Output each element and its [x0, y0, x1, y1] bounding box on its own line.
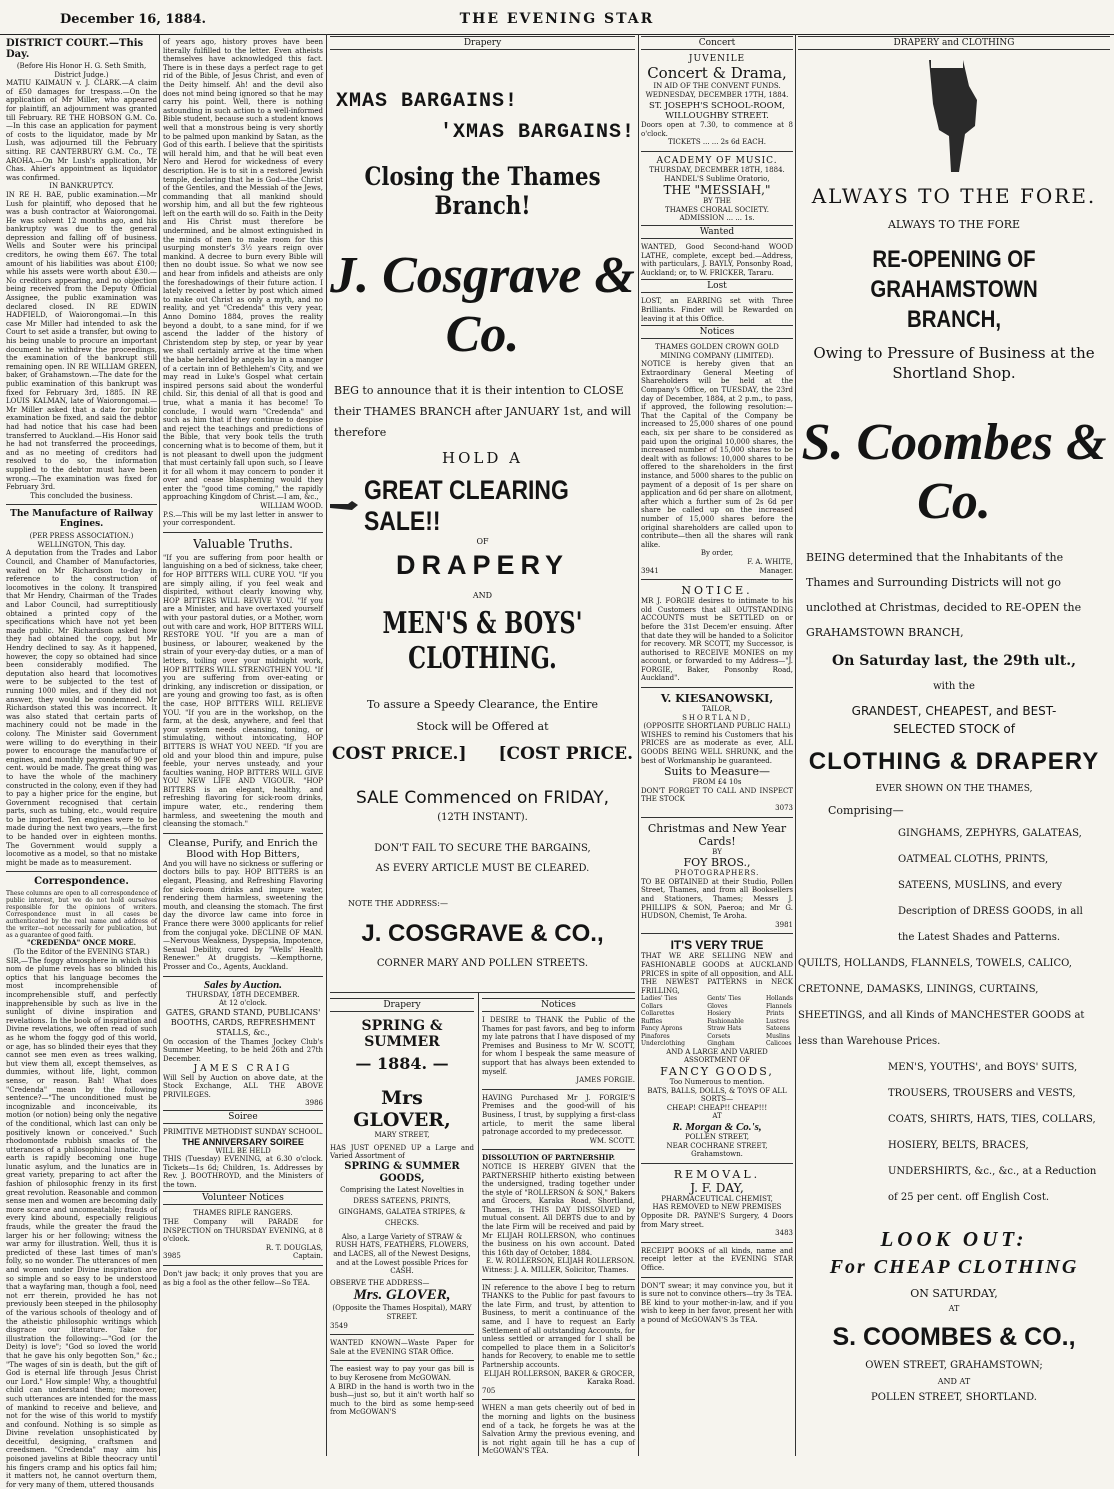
- divider: [641, 687, 793, 688]
- goods-table-cell: Pinafores: [641, 1032, 670, 1040]
- with-the: with the: [933, 681, 975, 692]
- cost-price-right: [COST PRICE.: [498, 744, 633, 764]
- goods-table-cell: Flannels: [765, 1002, 792, 1010]
- railway-title: The Manufacture of Railway Engines.: [10, 509, 153, 530]
- column-rule: [795, 34, 796, 1456]
- divider: [641, 933, 793, 934]
- suits-price: FROM £4 10s: [692, 778, 742, 787]
- gold-mining-by: By order,: [700, 549, 734, 558]
- divider: [163, 532, 323, 533]
- at-label: AT: [712, 1112, 722, 1121]
- handel: HANDEL'S Sublime Oratorio,: [664, 174, 770, 183]
- goods-table: [641, 995, 793, 1048]
- auction-body: On occasion of the Thames Jockey Club's Summer Meeting, to be held 26th and 27th December.: [163, 1037, 323, 1063]
- cleanse-body: And you will have no sickness or suffering or doctors bills to pay. HOP BITTERS is an elegant, Pleasing, and Refreshing Flavoring for sick-room drinks and impure water, rendering them harmless, sweetening the mouth, and cleansing the stomach. The first day the divorce law came into force in France there were 3000 applicants for relief from the conjugal yoke. DECLINE OF MAN.—Nervous Weakness, Dyspepsia, Impotence, Sexual Debility, cured by "Wells' Health Renewer." At druggists. —Kempthorne, Prosser and Co., Agents, Auckland.: [163, 859, 323, 971]
- column-5: [798, 34, 1110, 1456]
- goods-table-cell: Gents' Ties: [707, 995, 741, 1003]
- railway-body: A deputation from the Trades and Labor Council, and Chamber of Manufactories, waited on Mr Richardson to-day in reference to the construction of locomotives in the colony. It transpired that Mr Hendry, Chairman of the Trades and Labor Council, had surreptitiously obtained a printed copy of the specifications which have not yet been made public. Mr Richardson asked how they had obtained the copy, but Mr Hendry declined to say. As it happened, however, the copy so obtained had since been considerably modified. The deputation also heard that locomotives were to be subjected to the test of running 1000 miles, and if they did not answer, they would be condemned. Mr Richardson stated this was incorrect. It was also stated that certain parts of machinery could not be made in the colony. The Minister said Government were willing to do everything in their power to encourage the manufacture of engines, and monthly payments of 90 per cent. would be made. The great thing was to have the whole of the machinery constructed in the colony, even if they had to pay a higher price for the engine, but Government recognised that certain parts, such as tubing, etc., would require to be imported. Ten engines were to be made during the next two years,—the first to be handed over in eighteen months. The Government would supply a locomotive as a model, so that no mistake might be made as to measurement.: [6, 549, 157, 867]
- mens-suits: MEN'S, YOUTHS', and BOYS' SUITS, TROUSERS, TROUSERS and VESTS, COATS, SHIRTS, HATS, TIES, COLLARS, HOSIERY, BELTS, BRACES, UNDERSHIRTS, &c., &c., at a Reduction of 25 per cent. off English Cost.: [888, 1062, 1097, 1203]
- letter-body: of years ago, history proves have been literally fulfilled to the letter. Even atheists themselves have acknowledged this fact. There is in these days a perfect rage to get rid of the Bible, of Jesus Christ, and even of the Deity himself. Ah! and the devil also does not mind being ignored so that he may carry his point. Well, there is nothing astounding in such action to a well-informed Bible student, because such a student knows well that a monstrous being is very shortly to be palmed upon mankind by Satan, as the God of this earth. I believe that the spiritists will herald him, and that he will beat even Nero and Herod for wickedness of every description. He is to sit in a restored Jewish temple, declaring that he is God—the Christ of the Gentiles, and the Messiah of the Jews, commanding that all mankind should worship him, and all but the few righteous left on the earth will do so. Faith in the Deity and His Christ must therefore be undermined, and be almost extinguished in the minds of men to make room for this usurping monster's 3½ years reign over mankind. A decree to burn every Bible will then no doubt issue. So what we now see and hear from infidels and atheists are only the foreshadowings of their future action. I lately received a letter by post which aimed to make out Christ as only a myth, and no reality, and yet "Credenda" this very year, Anno Domino 1884, proves the reality beyond a doubt, to a sane mind, for if we ascend the ladder of the history of Christendom step by step, or year by year we shall certainly arrive at the time when the babe heralded by angels lay in a manger of a certain inn of Bethlehem's City, and we may read in Luke's Gospel what certain inspired persons said about the wonderful child. Sir, this denial of all that is good and true, what a mania it has become! To conclude, I would warn "Credenda" and such as him that if they continue to despise and reject the teachings and predictions of the Bible, that very book tells the truth concerning what is to become of them, but it is not pleasant to dwell upon the judgment that must certainly fall upon such, so I leave it for all whom it may concern to ponder it over and cease blaspheming would they enter the "good time coming," the rapidly approaching Kingdom of Christ.—I am, &c.,: [163, 38, 323, 502]
- glover-number: 3549: [330, 1321, 348, 1330]
- photographers: PHOTOGRAPHERS.: [674, 869, 760, 878]
- foy-number: 3981: [775, 920, 793, 929]
- morgan-name: R. Morgan & Co.'s,: [672, 1120, 762, 1133]
- closure-announcement: BEG to announce that it is their intention to CLOSE their THAMES BRANCH after JANUARY 1st, and will therefore: [334, 384, 632, 439]
- letter-ps: P.S.—This will be my last letter in answer to your correspondent.: [163, 510, 323, 528]
- dissolution-signature: E. W. ROLLERSON, ELIJAH ROLLERSON.: [485, 1257, 635, 1266]
- auctioneer-name: JAMES CRAIG: [193, 1063, 293, 1074]
- column-rule: [638, 34, 639, 1456]
- note-address: NOTE THE ADDRESS:—: [348, 899, 448, 908]
- drapery-subheader: Drapery: [330, 998, 474, 1012]
- divider: [163, 1265, 323, 1266]
- goods-table-column: [707, 995, 744, 1048]
- issue-date: December 16, 1884.: [60, 12, 207, 27]
- kerosene-filler: The easiest way to pay your gas bill is to buy Kerosene from McGOWAN.: [330, 1365, 474, 1382]
- glover-observe: OBSERVE THE ADDRESS—: [330, 1278, 430, 1287]
- notices-header: Notices: [641, 325, 793, 339]
- column-rule: [159, 34, 160, 1456]
- goods-table-cell: Fancy Aprons: [641, 1025, 683, 1033]
- soiree-title: THE ANNIVERSARY SOIREE: [182, 1136, 304, 1147]
- divider: [641, 817, 793, 818]
- look-out: LOOK OUT:: [880, 1227, 1028, 1251]
- kiesanowski-name: V. KIESANOWSKI,: [660, 692, 774, 706]
- valuable-truths-title: Valuable Truths.: [193, 536, 293, 551]
- court-body: MATIU KAIMAUN v. J. CLARK.—A claim of £50 damages for trespass.—On the application of Mr Miller, who appeared for plaintiff, an adjournment was granted till February. RE THE HOBSON G.M. Co.—In this case an application for payment of costs to the liquidator, made by Mr Lush, was adjourned till the February sitting. RE CANTERBURY G.M. Co., TE AROHA.—On Mr Lush's application, Mr Chas. Ahier's appointment as liquidator was confirmed.: [6, 79, 157, 182]
- morgan-near: NEAR COCHRANE STREET, Grahamstown.: [666, 1141, 768, 1159]
- goods-table-cell: Hosiery: [707, 1010, 731, 1018]
- concert-date: WEDNESDAY, DECEMBER 17TH, 1884.: [645, 90, 789, 99]
- glover-opposite: (Opposite the Thames Hospital), MARY STREET.: [332, 1304, 472, 1321]
- volunteer-header: Volunteer Notices: [163, 1191, 323, 1205]
- glover-name: Mrs GLOVER,: [353, 1087, 451, 1131]
- and-at: AND AT: [937, 1377, 971, 1386]
- column-3: [330, 34, 635, 1456]
- hold-a: HOLD A: [442, 449, 523, 467]
- soiree-will: WILL BE HELD: [215, 1146, 271, 1155]
- reopening-title: RE-OPENING OF GRAHAMSTOWN BRANCH,: [870, 246, 1038, 333]
- volunteer-signature: R. T. DOUGLAS,: [265, 1243, 323, 1252]
- notice-title: NOTICE.: [681, 584, 753, 598]
- court-end: This concluded the business.: [30, 491, 133, 500]
- bats-balls: BATS, BALLS, DOLLS, & TOYS OF ALL SORTS—: [647, 1086, 787, 1104]
- swear-filler: DON'T swear; it may convince you, but it is sure not to convince others—try 3s TEA.: [641, 1281, 793, 1299]
- concert-header: Concert: [641, 36, 793, 50]
- juvenile: JUVENILE: [688, 54, 746, 64]
- very-true-body: THAT WE ARE SELLING NEW and FASHIONABLE GOODS at AUCKLAND PRICES in spite of all opposition, and ALL THE NEWEST PATTERNS in NECK FRILLING,: [641, 952, 793, 995]
- column-rule: [326, 34, 327, 1456]
- clearance-note: To assure a Speedy Clearance, the Entire Stock will be Offered at: [366, 698, 599, 733]
- valuable-truths-body: "If you are suffering from poor health or languishing on a bed of sickness, take cheer, for HOP BITTERS WILL CURE YOU. "If you are simply ailing, if you feel weak and dispirited, without clearly knowing why, HOP BITTERS WILL REVIVE YOU. "If you are a Minister, and have overtaxed yourself with your pastoral duties, or a Mother, worn out with care and work, HOP BITTERS WILL RESTORE YOU. "If you are a man of business, or labourer, weakened by the strain of your every-day duties, or a man of letters, toiling over your midnight work, HOP BITTERS WILL STRENGTHEN YOU. "If you are suffering from over-eating or drinking, any indiscretion or dissipation, or are young and growing too fast, as is often the case, HOP BITTERS WILL RELIEVE YOU. "If you are in the workshop, on the farm, at the desk, anywhere, and feel that your system needs cleansing, toning, or stimulating, without intoxicating, HOP BITTERS IS WHAT YOU NEED. "If you are old and your blood thin and impure, pulse feeble, your nerves unsteady, and your faculties waning, HOP BITTERS WILL GIVE YOU NEW LIFE AND VIGOUR. "HOP BITTERS is an elegant, healthy, and refreshing flavoring for sick-room drinks, impure water, etc., rendering them harmless, and sweetening the mouth and cleansing the stomach.": [163, 553, 323, 829]
- concert-venue: ST. JOSEPH'S SCHOOL-ROOM, WILLOUGHBY STREET.: [649, 101, 785, 122]
- volunteer-number: 3985: [163, 1252, 181, 1261]
- volunteer-rank: Captain.: [293, 1252, 323, 1261]
- railway-press: (PER PRESS ASSOCIATION.): [29, 532, 134, 541]
- comprising: Comprising—: [828, 804, 904, 817]
- academy-title: ACADEMY OF MUSIC.: [656, 155, 778, 166]
- tea-filler: Don't jaw back; it only proves that you are as big a fool as the other fellow—So TEA.: [163, 1270, 323, 1287]
- lost-header: Lost: [641, 279, 793, 293]
- divider: [163, 833, 323, 834]
- mens-boys-clothing: MEN'S & BOYS' CLOTHING.: [382, 606, 583, 676]
- divider: [6, 871, 157, 872]
- of-label: OF: [476, 537, 489, 546]
- year-1884: — 1884. —: [355, 1054, 449, 1073]
- manchester-goods: QUILTS, HOLLANDS, FLANNELS, TOWELS, CALICO, CRETONNE, DAMASKS, LININGS, CURTAINS, SHEETINGS, and all Kinds of MANCHESTER GOODS at less than Warehouse Prices.: [798, 958, 1085, 1047]
- cosgrave-firm: J. COSGRAVE & CO.,: [361, 920, 604, 947]
- owen-street: OWEN STREET, GRAHAMSTOWN;: [865, 1360, 1043, 1371]
- glover-street: MARY STREET,: [374, 1131, 430, 1139]
- always-fore-small: ALWAYS TO THE FORE: [887, 218, 1021, 231]
- credenda-body: SIR,—The foggy atmosphere in which this nom de plume revels has so blinded his optics that his language becomes the most incomprehensible of incomprehensible stuff, and perfectly inapprehensible by such as live in the sunlight of divine inspiration and revelations. In the book of inspiration and Divine revelations, we often read of such as he whom the foggy god of this world, or age, has so blinded their eyes that they cannot see men even as trees walking, but view them all, except themselves, as dummies, without life, light, common sense, or reason. Bah! What does "Credenda" mean by the following sentence?—"The unconditioned must be incognizable and inconceivable, its motion (or notion) being only the negative of the conditional, which last can only be positively known or conceived." Such rhodomontade rubbish smacks of the utterances of a philosophical lunatic. The earth is rapidly becoming one huge lunatic asylum, and the lunatics are in great variety, preparing to act after the fashion of philosophic frenzy in its first great revolution. Reasonable and common sense men and women are becoming daily more scarce and uncomeatable; frauds of every kind abound, especially religious frauds, while the greater the fraud the larger his or her following; witness the war army for illustration. Well, thus it is predicted of these last times of man's folly, so no wonder. The utterances of men and women under Divine inspiration are so simple and so easy to be understood that a wayfaring man, though a fool, need not err therein, provided he has not previously been steeped in the philosophy of the various schools of theology and of the atheistic philosophic writings which disgrace our literature. Take for illustration the following:—"God (or the Deity) is love"; "God so loved the world that he gave his only begotten Son," &c.; "The wages of sin is death, but the gift of God is eternal life through Jesus Christ our Lord." How simple! Why, a thoughtful child can understand them; moreover, such utterances are intended for the mass of mankind to receive and believe, and not for the wise of this world to mystify and confound. Nothing is so simple as Divine revelation unsophisticated by deceitful, designing, craftsmen and creedsmen. "Credenda" may aim his poisoned javelins at Bible theocracy until his fingers cramp and his optics fail him; it matters not, he cannot overturn them, for very many of them, uttered thousands: [6, 956, 157, 1489]
- notices-column: [482, 996, 635, 1456]
- credenda-subtitle: (To the Editor of the EVENING STAR.): [13, 948, 150, 957]
- auction-time: At 12 o'clock.: [218, 999, 267, 1008]
- foy-body: TO BE OBTAINED at their Studio, Pollen Street, Thames, and from all Booksellers and Stationers, Thames; Messrs J. PHILLIPS & SON, Paeroa; and Mr G. HUDSON, Chemist, Te Aroha.: [641, 877, 793, 921]
- correspondence-note: These columns are open to all correspondence of public interest, but we do not hold ourselves responsible for the opinions of writers. Correspondence must in all cases be authenticated by the real name and address of the writer—not necessarily for publication, but as a guarantee of good faith.: [6, 890, 157, 940]
- kiesanowski-opposite: (OPPOSITE SHORTLAND PUBLIC HALL): [643, 722, 791, 731]
- wanted-lathe: WANTED, Good Second-hand WOOD LATHE, complete, except bed.—Address, with particulars, J. BAYLY, Ponsonby Road, Auckland; or, to W. FRICKER, Tararu.: [641, 242, 793, 277]
- cheap-cheap: CHEAP! CHEAP!! CHEAP!!!: [666, 1103, 768, 1112]
- credenda-title: "CREDENDA" ONCE MORE.: [26, 938, 137, 948]
- waste-paper-notice: WANTED KNOWN—Waste Paper for Sale at the EVENING STAR Office.: [330, 1339, 474, 1356]
- grandest-stock: GRANDEST, CHEAPEST, and BEST-SELECTED STOCK of: [851, 704, 1057, 736]
- goods-table-cell: Gingham: [707, 1040, 735, 1048]
- coombes-firm: S. COOMBES & CO.,: [832, 1323, 1076, 1351]
- volunteer-title: THAMES RIFLE RANGERS.: [193, 1209, 293, 1218]
- rollerson-notice: IN reference to the above I beg to return THANKS to the Public for past favours to the late Firm, and trust, by attention to Business, to merit a continuance of the same, and I have to request an Early Settlement of all outstanding Accounts, for unless settled or arranged for I shall be compelled to place them in a Solicitor's hands for Recovery, to enable me to settle Partnership accounts.: [482, 1283, 635, 1369]
- academy-date: THURSDAY, DECEMBER 18TH, 1884.: [649, 165, 785, 174]
- forgie-notice: I DESIRE to THANK the Public of the Thames for past favors, and beg to inform my late patrons that I have disposed of my Premises and Business to Mr W. SCOTT, for whom I bespeak the same measure of support that has always been extended to myself.: [482, 1016, 635, 1076]
- and-label: AND: [472, 591, 493, 600]
- auction-items: GATES, GRAND STAND, PUBLICANS' BOOTHS, CARDS, REFRESHMENT STALLS, &c.,: [165, 1007, 321, 1037]
- cosgrave-firm-script: J. Cosgrave & Co.: [330, 247, 635, 363]
- divider: [6, 504, 157, 505]
- cosgrave-address: CORNER MARY AND POLLEN STREETS.: [376, 958, 589, 969]
- scott-notice: HAVING Purchased Mr J. FORGIE'S Premises and the good-will of his Business, I trust, by supplying a first-class article, to merit the same liberal patronage accorded to my predecessor.: [482, 1093, 635, 1137]
- at-label: AT: [948, 1304, 960, 1313]
- railway-dateline: WELLINGTON, This day.: [37, 540, 126, 549]
- coombes-firm-script: S. Coombes & Co.: [801, 414, 1107, 530]
- goods-table-cell: Ladies' Ties: [641, 995, 678, 1003]
- mother-in-law-filler: BE kind to your mother-in-law, and if you wish to keep in her favor, present her with a pound of McGOWAN'S 3s TEA.: [641, 1298, 793, 1324]
- glover-script: Mrs. GLOVER,: [353, 1287, 451, 1304]
- goods-table-cell: Gloves: [707, 1002, 728, 1010]
- foy-bros: FOY BROS.,: [683, 856, 751, 870]
- owing-pressure: Owing to Pressure of Business at the Shortland Shop.: [813, 344, 1095, 382]
- being-determined: BEING determined that the Inhabitants of the Thames and Surrounding Districts will not go unclothed at Christmas, decided to RE-OPEN the GRAHAMSTOWN BRANCH,: [806, 551, 1082, 639]
- rollerson-signature: ELIJAH ROLLERSON, BAKER & GROCER, Karaka Road.: [483, 1369, 635, 1387]
- auction-body-2: Will Sell by Auction on above date, at the Stock Exchange, ALL THE ABOVE PRIVILEGES.: [163, 1073, 323, 1099]
- spring-goods: SPRING & SUMMER GOODS,: [344, 1160, 460, 1184]
- pointing-hand-icon: [330, 499, 360, 513]
- glover-also: Also, a Large Variety of STRAW & RUSH HATS, FEATHERS, FLOWERS, and LACES, all of the Newest Designs, and at the Lowest possible Prices for CASH.: [333, 1232, 471, 1276]
- goods-table-cell: Straw Hats: [707, 1025, 742, 1033]
- forgie-signature: JAMES FORGIE.: [576, 1076, 635, 1085]
- divider: [641, 579, 793, 580]
- pointing-hand-icon: [919, 56, 989, 176]
- choral-society: THAMES CHORAL SOCIETY.: [665, 205, 769, 214]
- drapery-clothing-header: DRAPERY and CLOTHING: [798, 36, 1110, 50]
- paper-title: THE EVENING STAR: [459, 11, 655, 27]
- soiree-header: Soiree: [163, 1110, 323, 1124]
- goods-table-column: [766, 995, 793, 1048]
- divider: [330, 992, 635, 993]
- goods-table-cell: Underclothing: [641, 1040, 685, 1048]
- wanted-header: Wanted: [641, 225, 793, 239]
- divider: [482, 1399, 635, 1400]
- always-fore: ALWAYS TO THE FORE.: [811, 184, 1097, 208]
- sale-commenced: SALE Commenced on FRIDAY,: [355, 788, 610, 808]
- day-removed: HAS REMOVED to NEW PREMISES: [652, 1203, 782, 1212]
- masthead: [0, 0, 1114, 35]
- goods-table-cell: Prints: [765, 1010, 785, 1018]
- large-assortment: AND A LARGE AND VARIED ASSORTMENT OF: [666, 1047, 768, 1065]
- gold-mining-signature: F. A. WHITE,: [747, 557, 793, 566]
- clearing-sale: GREAT CLEARING SALE!!: [364, 475, 569, 536]
- gold-mining-title: THAMES GOLDEN CROWN GOLD MINING COMPANY (LIMITED).: [655, 343, 779, 360]
- concert-tickets: TICKETS ... ... 2s 6d EACH.: [668, 138, 766, 147]
- clothing-drapery: CLOTHING & DRAPERY: [808, 748, 1100, 775]
- drapery-header: Drapery: [330, 36, 635, 50]
- notices-subheader: Notices: [482, 998, 635, 1012]
- divider: [482, 1279, 635, 1280]
- divider: [482, 1149, 635, 1150]
- court-subtitle: (Before His Honor H. G. Seth Smith, District Judge.): [16, 62, 147, 79]
- goods-table-cell: Muslins: [765, 1032, 790, 1040]
- rollerson-number: 705: [482, 1386, 496, 1395]
- too-numerous: Too Numerous to mention.: [669, 1078, 765, 1086]
- gold-mining-role: Manager.: [759, 566, 793, 575]
- goods-table-cell: Lustres: [765, 1017, 789, 1025]
- fancy-goods: FANCY GOODS,: [660, 1065, 774, 1078]
- concert-title: Concert & Drama,: [647, 64, 787, 82]
- divider: [641, 151, 793, 152]
- letter-signature: WILLIAM WOOD.: [260, 502, 323, 511]
- goods-table-cell: Fashionable: [707, 1017, 744, 1025]
- kiesanowski-body: WISHES to remind his Customers that his PRICES are as moderate as ever, ALL GOODS BEING WELL SHRUNK, and the best of Workmanship be guaranteed.: [641, 730, 793, 765]
- column-4: [641, 34, 793, 1456]
- cheap-clothing: For CHEAP CLOTHING: [829, 1256, 1079, 1278]
- morgan-street: POLLEN STREET,: [684, 1132, 750, 1141]
- spring-summer: SPRING & SUMMER: [361, 1018, 443, 1050]
- very-true-title: IT'S VERY TRUE: [670, 938, 764, 953]
- pollen-street: POLLEN STREET, SHORTLAND.: [871, 1392, 1037, 1403]
- goods-table-cell: Collars: [641, 1002, 663, 1010]
- lost-earring: LOST, an EARRING set with Three Brilliants. Finder will be Rewarded on leaving it at this Office.: [641, 297, 793, 323]
- dissolution-body: NOTICE IS HEREBY GIVEN that the PARTNERSHIP hitherto existing between the undersigned, trading together under the style of "ROLLERSON & SON," Bakers and Grocers, Karaka Road, Shortland, Thames, is THIS DAY DISSOLVED by mutual consent. All DEBTS due to and by the late Firm will be received and paid by Mr ELIJAH ROLLERSON, who continues the business on his own account. Dated this 16th day of October, 1884.: [482, 1162, 635, 1257]
- glover-advert: [330, 996, 474, 1417]
- by-label: BY: [712, 847, 722, 856]
- column-rule: [478, 992, 479, 1456]
- goods-table-cell: Corsets: [707, 1032, 731, 1040]
- goods-table-cell: Ruffles: [641, 1017, 663, 1025]
- cleanse-title: Cleanse, Purify, and Enrich the Blood with Hop Bitters,: [168, 837, 318, 860]
- gold-mining-number: 3941: [641, 566, 659, 575]
- tea-filler: WHEN a man gets cheerily out of bed in the morning and lights on the business end of a tack, he forgets he was at the Salvation Army the previous evening, and is not right again till he has a cup of McGOWAN'S TEA.: [482, 1404, 635, 1456]
- dissolution-witness: Witness: J. A. MILLER, Solicitor, Thames.: [482, 1266, 629, 1275]
- goods-table-cell: Hollands: [765, 995, 793, 1003]
- dissolution-title: DISSOLUTION OF PARTNERSHIP.: [482, 1153, 616, 1163]
- divider: [641, 1163, 793, 1164]
- sale-instant: (12TH INSTANT).: [437, 812, 528, 823]
- court-title: DISTRICT COURT.—This Day.: [6, 38, 144, 60]
- divider: [330, 1334, 474, 1335]
- kiesanowski-tailor: TAILOR,: [702, 705, 732, 714]
- xmas-bargains-2: 'XMAS BARGAINS!: [439, 121, 635, 144]
- goods-table-cell: Calicoes: [765, 1040, 792, 1048]
- goods-table-cell: Collarettes: [641, 1010, 675, 1018]
- dont-fail-notice: DON'T FAIL TO SECURE THE BARGAINS, AS EVERY ARTICLE MUST BE CLEARED.: [374, 843, 591, 874]
- concert-doors: Doors open at 7.30, to commence at 8 o'clock.: [641, 121, 793, 138]
- glover-comprising: Comprising the Latest Novelties in DRESS SATEENS, PRINTS, GINGHAMS, GALATEA STRIPES, & CHECKS.: [338, 1185, 466, 1227]
- day-pharmaceutical: PHARMACEUTICAL CHEMIST,: [661, 1194, 773, 1203]
- volunteer-body: THE Company will PARADE for INSPECTION on THURSDAY EVENING, at 8 o'clock.: [163, 1218, 323, 1244]
- glover-opened: HAS JUST OPENED UP a Large and Varied Assortment of: [330, 1143, 474, 1161]
- christmas-cards: Christmas and New Year Cards!: [647, 821, 787, 848]
- column-2: [163, 34, 323, 1456]
- ever-shown: EVER SHOWN ON THE THAMES,: [875, 784, 1033, 794]
- closing-branch: Closing the Thames Branch!: [364, 162, 601, 220]
- academy-admission: ADMISSION ... ... 1s.: [679, 214, 755, 223]
- divider: [330, 1360, 474, 1361]
- convent-aid: IN AID OF THE CONVENT FUNDS.: [653, 82, 781, 90]
- dress-goods-list: GINGHAMS, ZEPHYRS, GALATEAS, OATMEAL CLOTHS, PRINTS, SATEENS, MUSLINS, and every Description of DRESS GOODS, in all the Latest Shades and Patterns.: [898, 828, 1083, 943]
- goods-table-column: [641, 995, 685, 1048]
- divider: [641, 1277, 793, 1278]
- suits-to-measure: Suits to Measure—: [663, 765, 771, 779]
- kiesanowski-place: SHORTLAND,: [682, 713, 752, 722]
- bankruptcy-title: IN BANKRUPTCY.: [49, 182, 114, 191]
- forgie-accounts-notice: MR J. FORGIE desires to intimate to his old Customers that all OUTSTANDING ACCOUNTS must be SETTLED on or before the 31st Decem'er ensuing. After that date they will be handed to a Solicitor for recovery. MR SCOTT, my Successor, is authorised to RECEIVE MONIES on my account, or forwarded to my Address—"J. FORGIE, Baker, Ponsonby Road, Auckland".: [641, 597, 793, 683]
- drapery-banner: DRAPERY: [395, 550, 570, 580]
- soiree-organizer: PRIMITIVE METHODIST SUNDAY SCHOOL.: [163, 1127, 324, 1136]
- auction-title: Sales by Auction.: [203, 978, 283, 991]
- removal-title: REMOVAL.: [673, 1167, 761, 1181]
- on-saturday: ON SATURDAY,: [910, 1287, 998, 1300]
- xmas-bargains-1: XMAS BARGAINS!: [336, 90, 519, 113]
- receipt-books: RECEIPT BOOKS of all kinds, name and receipt letter at the EVENING STAR Office.: [641, 1246, 793, 1272]
- divider: [482, 1089, 635, 1090]
- kiesanowski-dont-forget: DON'T FORGET TO CALL AND INSPECT THE STOCK: [641, 786, 793, 804]
- soiree-body: THIS (Tuesday) EVENING, at 6.30 o'clock. Tickets—1s 6d; Children, 1s. Addresses by Rev. J. BOOTHROYD, and the Ministers of the town.: [163, 1155, 323, 1189]
- scott-signature: WM. SCOTT.: [589, 1136, 635, 1145]
- day-number: 3483: [775, 1229, 793, 1238]
- by-the: BY THE: [703, 197, 731, 206]
- hempseed-filler: A BIRD in the hand is worth two in the bush—just so, but it ain't worth half so much to the bird as some hemp-seed from McGOWAN'S: [330, 1382, 474, 1417]
- day-opposite: Opposite DR. PAYNE'S Surgery, 4 Doors from Mary street.: [641, 1211, 793, 1229]
- kiesanowski-number: 3073: [775, 804, 793, 812]
- gold-mining-body: NOTICE is hereby given that an Extraordinary General Meeting of Shareholders will be held at the Company's Office, on TUESDAY, the 23rd day of December, 1884, at 2 p.m., to pass, if approved, the following resolution:—That the Capital of the Company be increased to 25,000 shares of one pound each, six per share to be considered as paid upon the original 10,000 shares, the increased number of 15,000 shares to be dealt with as follows: 10,000 shares to be offered to the shareholders in the first instance, and 5000 shares to the public on payment of a deposit of 1s per share on application and 6d per share on allotment, after which a further sum of 2s 6d per share be called up on the increased number of 15,000 shares before the original shareholders are called upon to contribute—then all the shares will rank alike.: [641, 360, 793, 549]
- messiah: THE "MESSIAH,": [663, 183, 771, 198]
- divider: [641, 1242, 793, 1243]
- day-name: J. F. DAY,: [690, 1180, 744, 1195]
- correspondence-title: Correspondence.: [34, 876, 129, 888]
- bankruptcy-body: IN RE H. BAE, public examination.—Mr Lush for plaintiff, who deposed that he was a bush contractor at Waiorongomai. He was solvent 12 months ago, and his bankruptcy was due to the general depression and falling off of business. Wells and Souter were his principal creditors, he owing them £67. The total amount of his liabilities was about £100; while his assets were worth about £30.—No creditors appearing, and no objection being received from the Deputy Official Assignee, the public examination was declared closed. IN RE EDWIN HADFIELD, of Waiorongomai.—In this case Mr Miller had intended to ask the Court to set aside a transfer, but owing to his being unable to procure an important document he withdrew the proceedings, the examination of the bankrupt still remaining open. IN RE WILLIAM GREEN, baker, of Grahamstown.—The date for the public examination of this bankrupt was fixed for February 3rd, 1885. IN RE LOUIS KALMAN, late of Waiorongomai.—Mr Miller asked that a date for public examination be fixed, and said the debtor had had notice that his case had been transferred to Auckland.—His Honor said he had not transferred the proceedings, and as no meeting of creditors had resolved to do so, the information supplied to the debtor must have been wrong.—The examination was fixed for February 3rd.: [6, 190, 157, 492]
- auction-number: 3986: [305, 1099, 323, 1108]
- on-saturday-last: On Saturday last, the 29th ult.,: [832, 653, 1076, 669]
- goods-table-cell: Sateens: [765, 1025, 791, 1033]
- cost-price-left: COST PRICE.]: [332, 744, 467, 764]
- column-1: [6, 34, 157, 1489]
- auction-date: THURSDAY, 18TH DECEMBER.: [186, 990, 300, 999]
